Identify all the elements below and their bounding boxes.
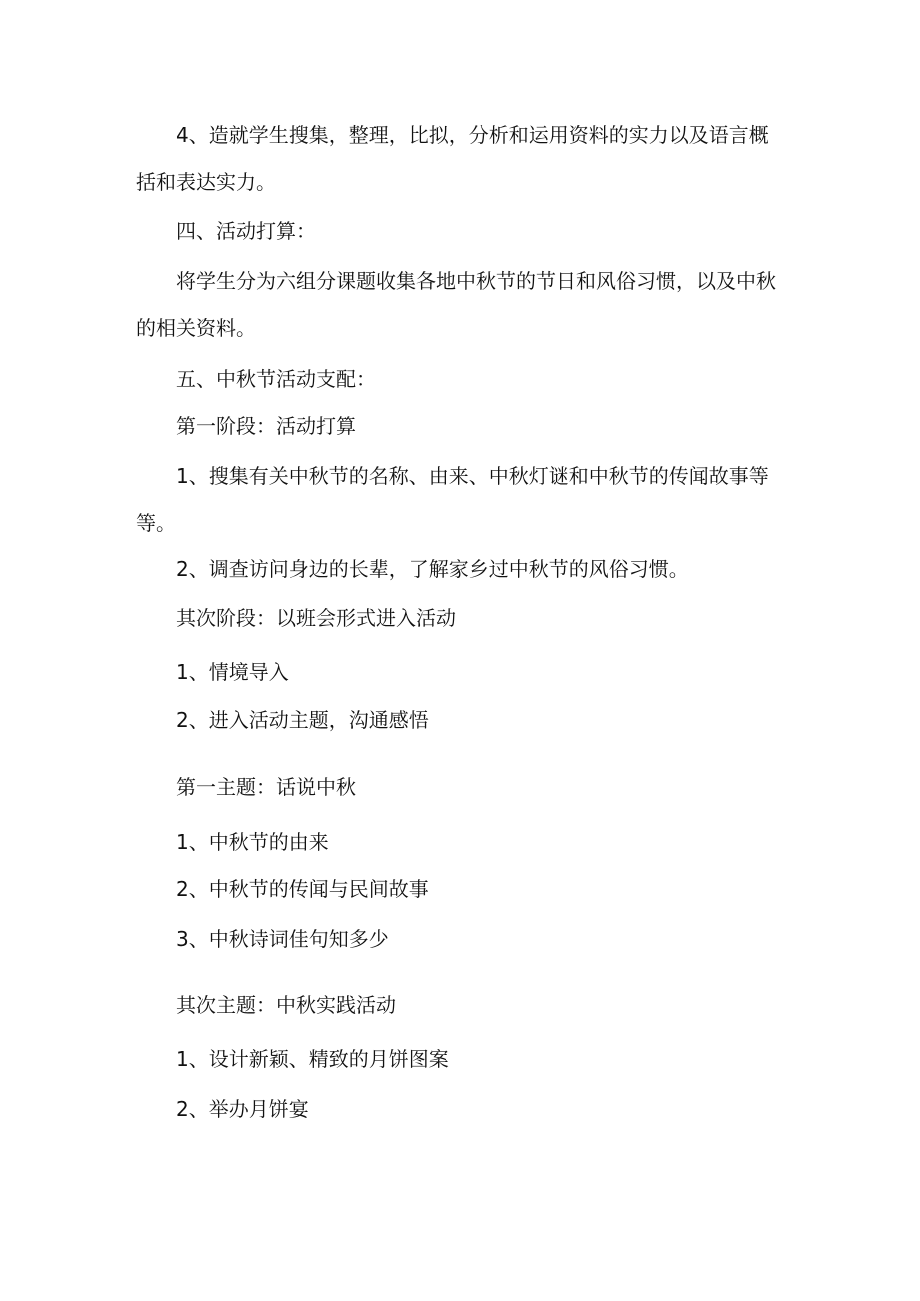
stage-heading: 其次阶段：以班会形式进入活动 <box>176 606 456 630</box>
section-heading: 五、中秋节活动支配： <box>176 367 376 391</box>
paragraph-line: 括和表达实力。 <box>136 170 276 194</box>
list-item: 2、进入活动主题，沟通感悟 <box>176 708 429 732</box>
paragraph-line: 将学生分为六组分课题收集各地中秋节的节日和风俗习惯，以及中秋 <box>176 269 776 293</box>
list-item: 3、中秋诗词佳句知多少 <box>176 927 389 951</box>
list-item: 2、举办月饼宴 <box>176 1097 309 1121</box>
theme-heading: 第一主题：话说中秋 <box>176 775 356 799</box>
list-item-continuation: 等。 <box>136 511 176 535</box>
section-heading: 四、活动打算： <box>176 219 316 243</box>
list-item: 1、中秋节的由来 <box>176 830 329 854</box>
list-item: 1、情境导入 <box>176 660 289 684</box>
stage-heading: 第一阶段：活动打算 <box>176 414 356 438</box>
list-item: 1、设计新颖、精致的月饼图案 <box>176 1047 449 1071</box>
list-item: 2、中秋节的传闻与民间故事 <box>176 877 429 901</box>
list-item: 1、搜集有关中秋节的名称、由来、中秋灯谜和中秋节的传闻故事等 <box>176 464 769 488</box>
paragraph-line: 的相关资料。 <box>136 316 256 340</box>
list-item: 2、调查访问身边的长辈，了解家乡过中秋节的风俗习惯。 <box>176 557 689 581</box>
paragraph-line: 4、造就学生搜集，整理，比拟，分析和运用资料的实力以及语言概 <box>176 123 769 147</box>
theme-heading: 其次主题：中秋实践活动 <box>176 993 396 1017</box>
